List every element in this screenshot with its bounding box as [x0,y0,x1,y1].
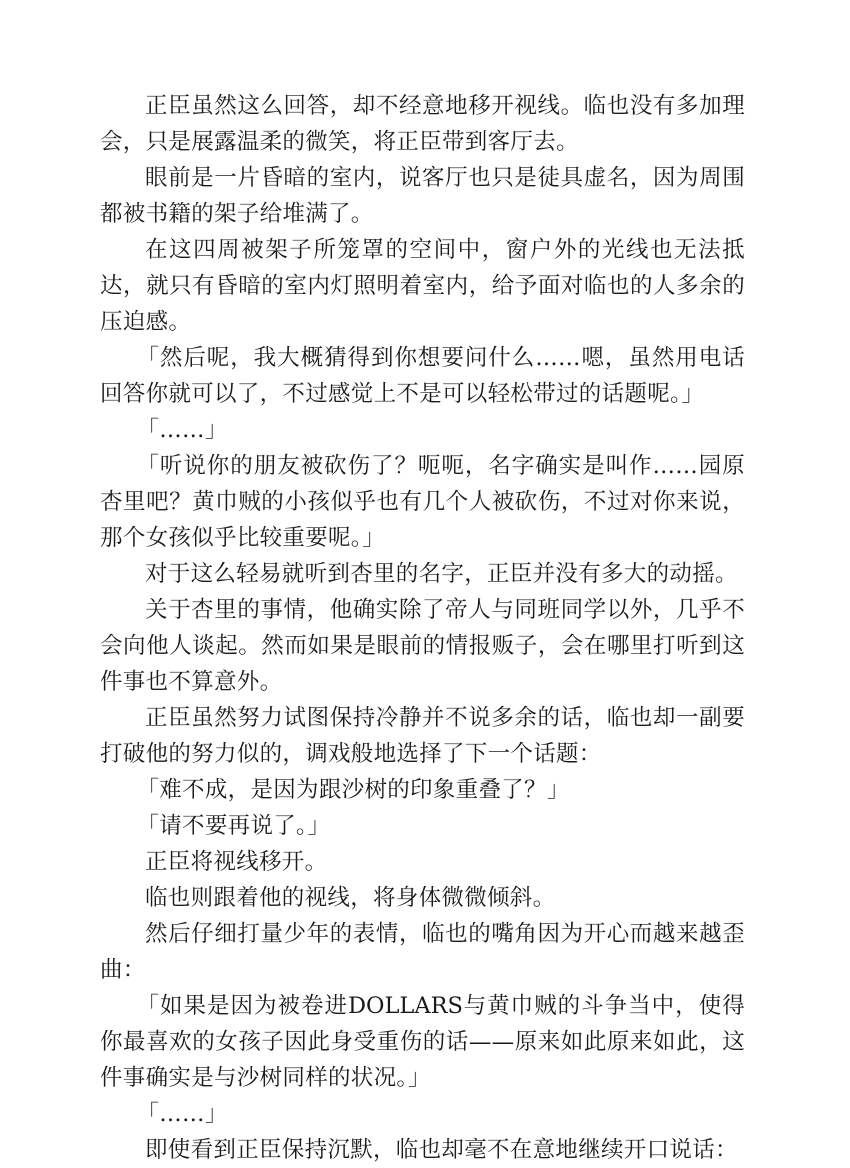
narration-paragraph: 正臣虽然这么回答，却不经意地移开视线。临也没有多加理会，只是展露温柔的微笑，将正臣带到客厅去。 [100,93,745,155]
dialogue-paragraph [100,988,745,1096]
narration-paragraph: 临也则跟着他的视线，将身体微微倾斜。 [145,885,556,911]
narration-paragraph: 关于杏里的事情，他确实除了帝人与同班同学以外，几乎不会向他人谈起。然而如果是眼前的情报贩子，会在哪里打听到这件事也不算意外。 [100,597,745,695]
narration-paragraph: 在这四周被架子所笼罩的空间中，窗户外的光线也无法抵达，就只有昏暗的室内灯照明着室内，给予面对临也的人多余的压迫感。 [100,237,745,335]
narration-paragraph: 正臣将视线移开。 [145,849,328,875]
dialogue-paragraph: 「听说你的朋友被砍伤了？呃呃，名字确实是叫作……园原杏里吧？黄巾贼的小孩似乎也有几个人被砍伤，不过对你来说，那个女孩似乎比较重要呢。」 [100,453,745,551]
text-run: 「如果是因为被卷进 [136,993,348,1019]
dialogue-paragraph: 「难不成，是因为跟沙树的印象重叠了？」 [136,777,570,803]
narration-paragraph: 然后仔细打量少年的表情，临也的嘴角因为开心而越来越歪曲： [100,921,745,983]
narration-paragraph: 眼前是一片昏暗的室内，说客厅也只是徒具虚名，因为周围都被书籍的架子给堆满了。 [100,165,745,227]
narration-paragraph: 正臣虽然努力试图保持冷静并不说多余的话，临也却一副要打破他的努力似的，调戏般地选择了下一个话题： [100,705,745,767]
dialogue-paragraph: 「然后呢，我大概猜得到你想要问什么……嗯，虽然用电话回答你就可以了，不过感觉上不是可以轻松带过的话题呢。」 [100,345,745,407]
narration-paragraph: 即使看到正臣保持沉默，临也却毫不在意地继续开口说话： [145,1137,738,1163]
text-run: 与黄巾贼的斗争当中，使得你最喜欢的女孩子因此身受重伤的话——原来如此原来如此，这件事确实是与沙树同样的状况。」 [100,993,745,1091]
dialogue-paragraph: 「……」 [136,1101,228,1127]
body-text [100,88,745,1168]
dialogue-paragraph: 「请不要再说了。」 [136,813,331,839]
latin-term: DOLLARS [347,993,463,1019]
dialogue-paragraph: 「……」 [136,417,228,443]
narration-paragraph: 对于这么轻易就听到杏里的名字，正臣并没有多大的动摇。 [145,561,738,587]
